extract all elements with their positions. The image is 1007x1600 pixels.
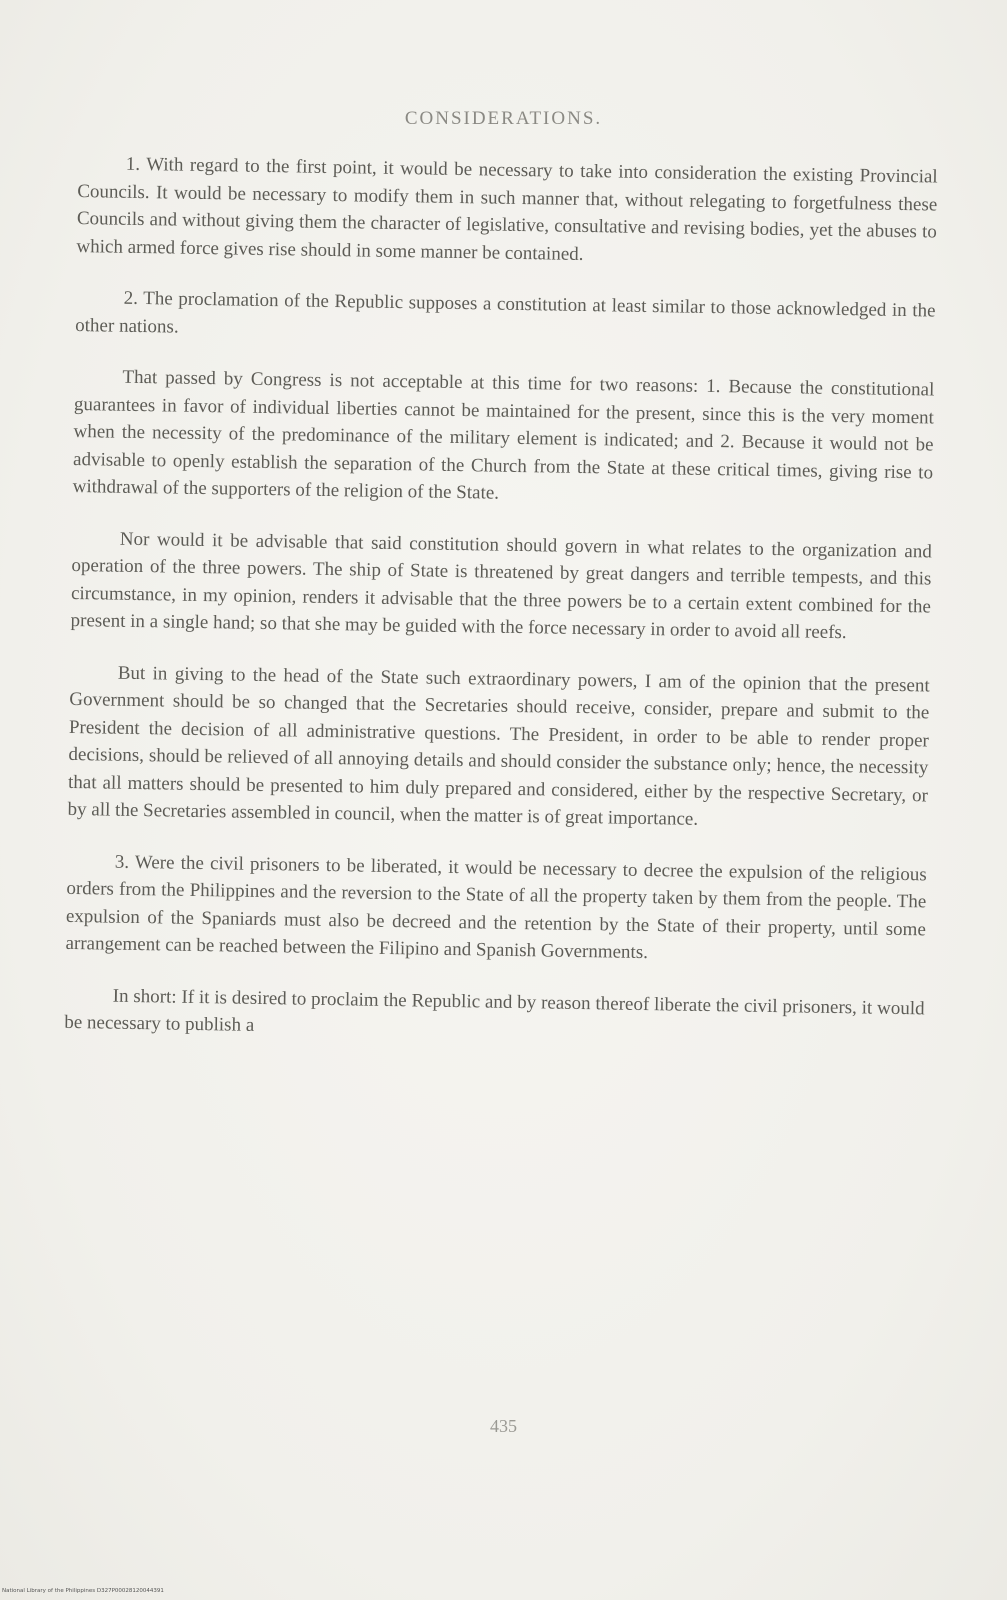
paragraph-3: That passed by Congress is not acceptable at this time for two reasons: 1. Because the constitutional guarantees in favor of individual liberties cannot be maintained for the present, since this is the very moment when the necessity of the predominance of the military element is indicated; and 2. Because it would not be advisable to openly establish the separation of the Church from the State at these critical times, giving rise to withdrawal of the supporters of the religion of the State. — [72, 366, 935, 504]
paragraph-2: 2. The proclamation of the Republic supposes a constitution at least similar to those acknowledged in the other nations. — [75, 287, 936, 338]
paragraph-7: In short: If it is desired to proclaim the Republic and by reason thereof liberate the civil prisoners, it would be necessary to publish a — [64, 985, 925, 1036]
document-body — [64, 150, 938, 1074]
paragraph-5: But in giving to the head of the State such extraordinary powers, I am of the opinion that the present Government should be so changed that the Secretaries should receive, consider, prepare and submit to the President the decision of all administrative questions. The President, in order to be able to render proper decisions, should be relieved of all annoying details and should consider the substance only; hence, the necessity that all matters should be presented to him duly prepared and considered, either by the respective Secretary, or by all the Secretaries assembled in council, when the matter is of great importance. — [67, 662, 930, 830]
paragraph-6: 3. Were the civil prisoners to be liberated, it would be necessary to decree the expulsion of the religious orders from the Philippines and the reversion to the State of all the property taken by them from the people. The expulsion of the Spaniards must also be decreed and the retention by the State of their property, until some arrangement can be reached between the Filipino and Spanish Governments. — [65, 851, 927, 964]
paragraph-1: 1. With regard to the first point, it would be necessary to take into consideration the existing Provincial Councils. It would be necessary to modify them in such manner that, without relegating to forgetfulness these Councils and without giving them the character of legislative, consultative and revising bodies, yet the abuses to which armed force gives rise should in some manner be contained. — [76, 153, 938, 265]
page-title: CONSIDERATIONS. — [404, 108, 603, 129]
page-number: 435 — [490, 1416, 517, 1436]
archive-footer: National Library of the Philippines D327P00028120044391 — [2, 1588, 164, 1594]
paragraph-4: Nor would it be advisable that said constitution should govern in what relates to the organization and operation of the three powers. The ship of State is threatened by great dangers and terrible tempests, and this circumstance, in my opinion, renders it advisable that the three powers be to a certain extent combined for the present in a single hand; so that she may be guided with the force necessary in order to avoid all reefs. — [70, 528, 932, 644]
